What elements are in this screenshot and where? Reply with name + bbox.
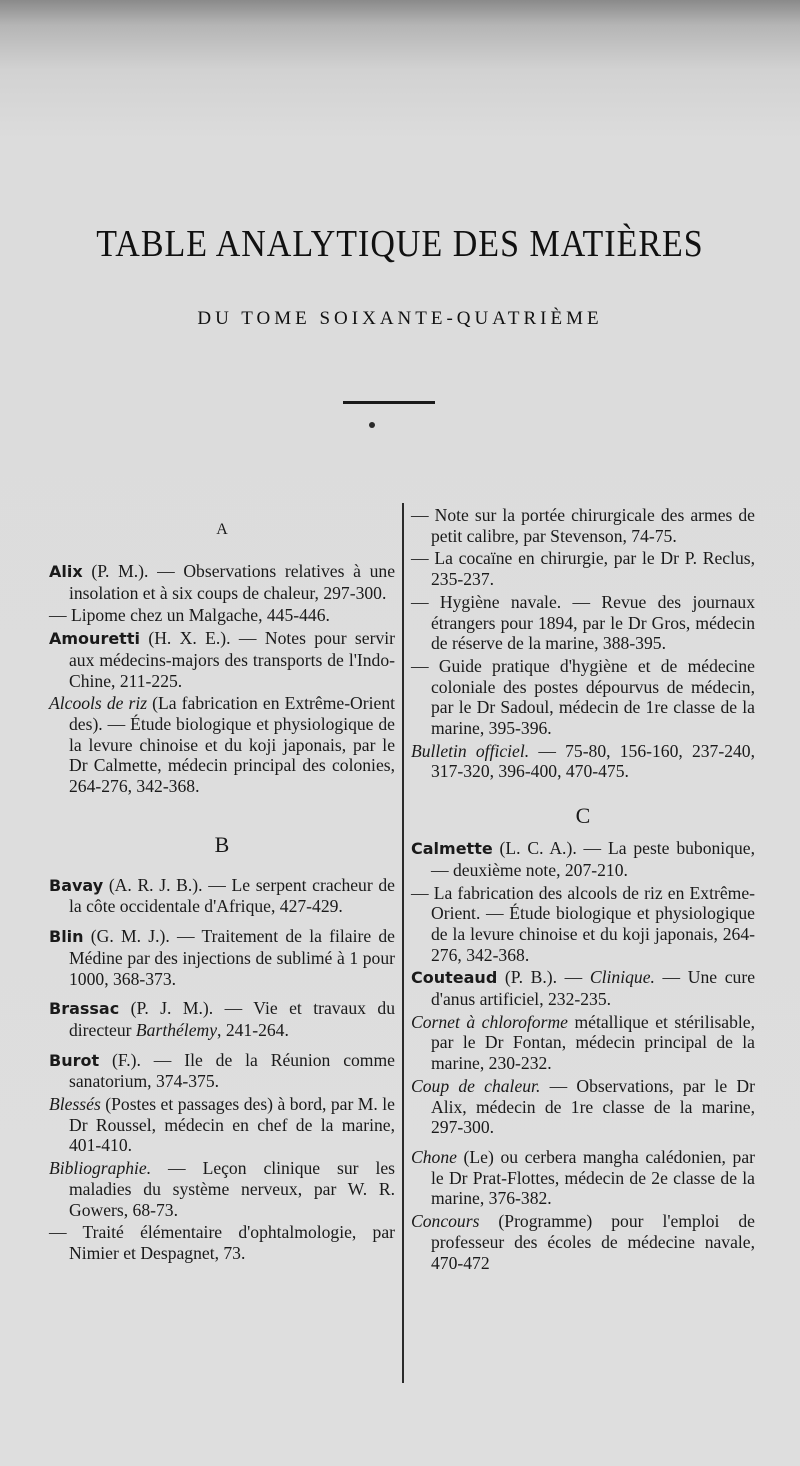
entry-head: Concours [411,1211,480,1232]
entry-tail: , 241-264. [217,1019,289,1040]
entry-coup [411,1076,755,1138]
entry-fabrication [411,883,755,966]
left-column [49,505,395,1266]
entry-head: Blin [49,927,84,947]
entry-text: métallique et stérilisable, par le Dr Fontan, médecin principal de la marine, 230-232. [431,1011,756,1074]
entry-text: — Lipome chez un Malgache, 445-446. [49,605,330,626]
entry-text: — 75-80, 156-160, 237-240, 317-320, 396-400, 470-475. [431,740,755,782]
entry-text: — Guide pratique d'hygiène et de médecine coloniale des postes dépourvus de médecin, par le Dr Sadoul, médecin de 1re classe de la marine, 395-396. [411,655,755,739]
entry-text: — Observations, par le Dr Alix, médecin de 1re classe de la marine, 297-300. [431,1075,755,1138]
entry-head: Alcools de riz [49,693,148,714]
section-letter-a: A [216,521,228,538]
entry-head: Brassac [49,999,120,1019]
entry-text: — Hygiène navale. — Revue des journaux étrangers pour 1894, par le Dr Gros, médecin de réserve de la marine, 388-395. [411,591,755,654]
entry-head: Blessés [49,1094,101,1115]
entry-alix [49,561,395,603]
entry-hygiene [411,592,755,654]
ornament-dot [369,422,375,428]
column-divider [402,503,404,1383]
entry-text: (L. C. A.). — La peste bubonique, — deuxième note, 207-210. [431,838,755,880]
entry-text: — Traité élémentaire d'ophtalmologie, par Nimier et Despagnet, 73. [49,1222,395,1263]
entry-text: (La fabrication en Extrême-Orient des). — Étude biologique et physiologique de la levure chinoise et du koji japonais, par le Dr Calmette, médecin principal des colonies, 264-276, 342-368. [69,693,395,797]
entry-brassac [49,998,395,1040]
entry-cornet [411,1012,755,1074]
entry-italic: Barthélemy [135,1019,218,1040]
entry-head: Burot [49,1050,100,1070]
title-rule [343,401,435,404]
entry-text: (Le) ou cerbera mangha calédonien, par le Dr Prat-Flottes, médecin de 2e classe de la marine, 376-382. [431,1146,755,1209]
entry-text: (Postes et passages des) à bord, par M. le Dr Roussel, médecin en chef de la marine, 401-410. [69,1094,395,1156]
entry-head: Amouretti [49,629,140,649]
entry-text: (G. M. J.). — Traitement de la filaire de Médine par des injections de sublimé à 1 pour 1000, 368-373. [69,926,395,989]
entry-text: — Note sur la portée chirurgicale des armes de petit calibre, par Stevenson, 74-75. [411,505,755,546]
page-subtitle: DU TOME SOIXANTE-QUATRIÈME [197,308,603,329]
entry-burot [49,1050,395,1092]
section-letter-b: B [214,831,230,857]
entry-head: Couteaud [411,968,498,988]
entry-head: Alix [49,562,83,581]
entry-head: Bulletin officiel. [411,740,530,761]
entry-text: — La fabrication des alcools de riz en Extrême-Orient. — Étude biologique et physiologique de la levure chinoise et du koji japonais, 264-276, 342-368. [411,882,755,965]
entry-chone [411,1147,755,1209]
entry-head: Cornet à chloroforme [411,1011,568,1032]
entry-text: — Leçon clinique sur les maladies du système nerveux, par W. R. Gowers, 68-73. [69,1158,395,1220]
entry-bulletin [411,741,755,782]
entry-lipome [49,605,395,626]
entry-blesses [49,1094,395,1156]
entry-text: — La cocaïne en chirurgie, par le Dr P. Reclus, 235-237. [411,548,755,590]
section-letter-c: C [575,803,591,829]
right-column [411,505,755,1275]
entry-blin [49,926,395,989]
entry-head: Chone [411,1146,457,1167]
entry-couteaud [411,967,755,1009]
entry-bibliographie [49,1158,395,1220]
entry-bavay [49,875,395,917]
entry-italic: Clinique. [589,967,655,988]
entry-head: Coup de chaleur. [411,1075,541,1096]
entry-guide [411,656,755,739]
entry-head: Bibliographie. [49,1158,152,1179]
entry-alcools [49,693,395,797]
entry-calmette [411,838,755,880]
entry-text: (F.). — Ile de la Réunion comme sanatorium, 374-375. [69,1049,395,1092]
page-title: TABLE ANALYTIQUE DES MATIÈRES [96,223,704,266]
entry-concours [411,1211,755,1273]
entry-text: (H. X. E.). — Notes pour servir aux médecins-majors des transports de l'Indo-Chine, 211-225. [69,628,395,691]
entry-tail: — Une cure d'anus artificiel, 232-235. [431,967,756,1010]
entry-amouretti [49,628,395,691]
entry-text: (P. J. M.). — Vie et travaux du directeur [69,998,395,1040]
entry-text: (P. B.). — [497,967,590,988]
entry-cocaine [411,548,755,589]
entry-head: Calmette [411,839,493,859]
entry-head: Bavay [49,875,104,895]
entry-text: (P. M.). — Observations relatives à une insolation et à six coups de chaleur, 297-300. [69,561,395,603]
entry-text: (A. R. J. B.). — Le serpent cracheur de la côte occidentale d'Afrique, 427-429. [69,874,395,917]
entry-note [411,505,755,546]
entry-text: (Programme) pour l'emploi de professeur des écoles de médecine navale, 470-472 [431,1211,755,1273]
entry-traite [49,1222,395,1263]
